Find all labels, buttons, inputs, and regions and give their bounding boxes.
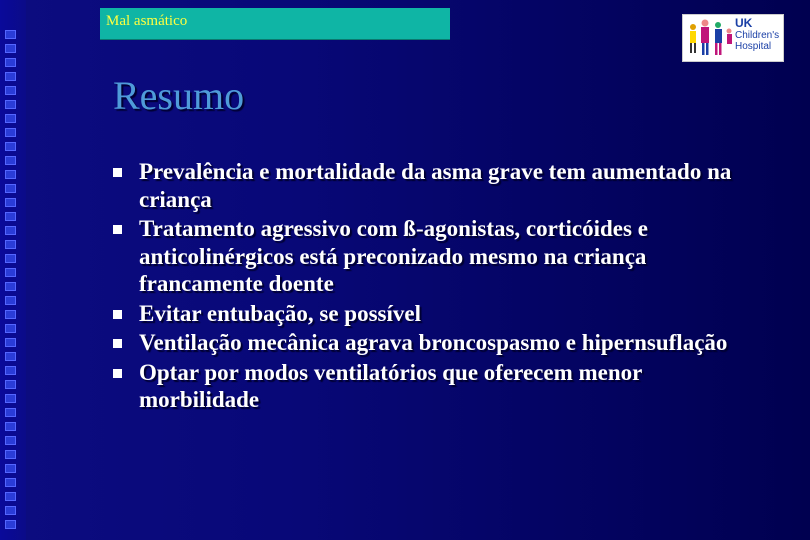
strip-square-decoration [5, 240, 16, 249]
strip-square-decoration [5, 450, 16, 459]
strip-square-decoration [5, 324, 16, 333]
strip-square-decoration [5, 366, 16, 375]
strip-square-decoration [5, 492, 16, 501]
strip-square-decoration [5, 212, 16, 221]
strip-square-decoration [5, 310, 16, 319]
strip-square-decoration [5, 282, 16, 291]
decorative-side-strip [0, 0, 26, 540]
bullet-text: Optar por modos ventilatórios que oferecem menor morbilidade [139, 359, 642, 412]
square-bullet-icon [113, 225, 122, 234]
strip-square-decoration [5, 520, 16, 529]
bullet-item [113, 359, 743, 414]
strip-square-decoration [5, 464, 16, 473]
strip-square-decoration [5, 380, 16, 389]
square-bullet-icon [113, 369, 122, 378]
bullet-list [113, 158, 743, 416]
bullet-item [113, 300, 743, 328]
strip-square-decoration [5, 296, 16, 305]
strip-square-decoration [5, 226, 16, 235]
bullet-text: Prevalência e mortalidade da asma grave tem aumentado na criança [139, 159, 732, 212]
square-bullet-icon [113, 310, 122, 319]
strip-square-decoration [5, 352, 16, 361]
bullet-text: Ventilação mecânica agrava broncospasmo e hipernsuflação [139, 330, 728, 355]
logo-text-childrens: Children's [735, 30, 780, 41]
strip-square-decoration [5, 156, 16, 165]
strip-square-decoration [5, 268, 16, 277]
strip-square-decoration [5, 478, 16, 487]
strip-square-decoration [5, 436, 16, 445]
bullet-text: Evitar entubação, se possível [139, 300, 421, 326]
square-bullet-icon [113, 168, 122, 177]
strip-square-decoration [5, 128, 16, 137]
strip-square-decoration [5, 86, 16, 95]
strip-square-decoration [5, 72, 16, 81]
strip-square-decoration [5, 58, 16, 67]
strip-square-decoration [5, 114, 16, 123]
bullet-item [113, 158, 743, 213]
logo-text-uk: UK [735, 16, 753, 30]
children-figures-logo-icon [685, 17, 735, 59]
strip-square-decoration [5, 198, 16, 207]
bullet-text: Tratamento agressivo com ß-agonistas, corticóides e anticolinérgicos está preconizado mesmo na criança francamente doente [139, 216, 648, 296]
slide-header-label: Mal asmático [106, 13, 188, 29]
strip-square-decoration [5, 338, 16, 347]
slide-title: Resumo [113, 73, 245, 118]
bullet-item [113, 215, 743, 298]
strip-square-decoration [5, 44, 16, 53]
square-bullet-icon [113, 339, 122, 348]
slide-header-box [100, 8, 450, 40]
strip-square-decoration [5, 30, 16, 39]
logo-text-hospital: Hospital [735, 41, 772, 52]
strip-square-decoration [5, 184, 16, 193]
strip-square-decoration [5, 394, 16, 403]
hospital-logo [682, 14, 784, 62]
strip-square-decoration [5, 254, 16, 263]
strip-square-decoration [5, 170, 16, 179]
strip-square-decoration [5, 422, 16, 431]
strip-square-decoration [5, 142, 16, 151]
strip-square-decoration [5, 506, 16, 515]
strip-square-decoration [5, 100, 16, 109]
strip-square-decoration [5, 408, 16, 417]
bullet-item [113, 329, 743, 357]
